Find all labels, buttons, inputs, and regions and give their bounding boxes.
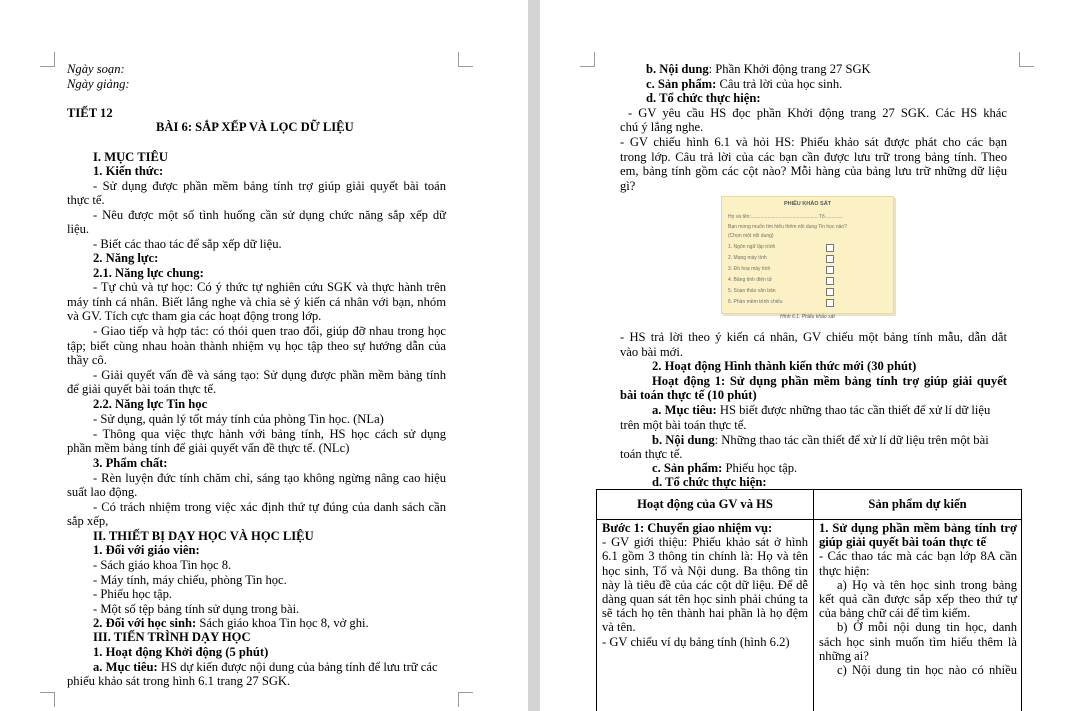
objective-text: HS dự kiến được nội dung của bảng tính để lưu trữ các xyxy=(157,660,438,674)
table-cell-line: giúp giải quyết bài toán thực tế xyxy=(819,535,987,550)
checkbox-icon xyxy=(826,288,834,296)
paragraph-line: - Một số tệp bảng tính sử dụng trong bài. xyxy=(93,602,300,616)
subsection-heading: 1. Kiến thức: xyxy=(93,164,164,178)
date-teach-label: Ngày giảng: xyxy=(67,77,130,91)
date-prep-label: Ngày soạn: xyxy=(67,62,125,76)
paragraph-line: thầy cô. xyxy=(67,353,107,367)
lesson-title: BÀI 6: SẮP XẾP VÀ LỌC DỮ LIỆU xyxy=(156,120,354,134)
objective-label: a. Mục tiêu: xyxy=(652,403,717,417)
survey-title: PHIẾU KHẢO SÁT xyxy=(783,201,832,207)
crop-mark xyxy=(580,52,595,67)
product-text: Câu trả lời của học sinh. xyxy=(716,77,843,91)
paragraph-line: - Sử dụng, quản lý tốt máy tính của phòng Tin học. (NLa) xyxy=(93,412,384,426)
survey-option: 2. Mạng máy tính xyxy=(728,255,767,261)
checkbox-icon xyxy=(826,244,834,252)
paragraph-line xyxy=(646,77,842,91)
paragraph-line xyxy=(652,461,797,475)
paragraph-line: - Biết các thao tác để sắp xếp dữ liệu. xyxy=(93,237,282,251)
survey-question: Bạn mong muốn tìm hiểu thêm nội dung Tin học nào? xyxy=(728,224,847,230)
content-text: : Những thao tác cần thiết để xử lí dữ liệu trên một bài xyxy=(714,433,989,447)
paragraph-line: thực tế. xyxy=(67,193,105,207)
objective-label: a. Mục tiêu: xyxy=(93,660,158,674)
table-divider xyxy=(813,490,814,711)
paragraph-line: tập; biết cùng nhau hoàn thành nhiệm vụ học tập theo sự hướng dẫn của xyxy=(67,339,446,353)
paragraph-line xyxy=(652,403,990,417)
table-cell-line: những ai? xyxy=(819,648,869,663)
table-cell-line: sẽ tách họ tên thành hai phần là họ đệm xyxy=(602,606,808,621)
content-label: b. Nội dung xyxy=(646,62,709,76)
paragraph-line: - Nêu được một số tình huống cần sử dụng chức năng sắp xếp dữ xyxy=(93,208,446,222)
table-divider xyxy=(597,519,1021,520)
paragraph-line: vào bài mới. xyxy=(620,345,683,359)
checkbox-icon xyxy=(826,255,834,263)
page-gap xyxy=(528,0,540,711)
table-cell-line: này là tiêu đề của các cột dữ liệu. Để dễ xyxy=(602,577,808,592)
subsection-heading: 2.1. Năng lực chung: xyxy=(93,266,204,280)
paragraph-line xyxy=(93,616,369,630)
paragraph-line: chú ý lắng nghe. xyxy=(620,120,704,134)
survey-option: 5. Soạn thảo văn bản xyxy=(728,288,776,294)
survey-option: 6. Phần mềm trình chiếu xyxy=(728,299,783,305)
paragraph-line: em, bảng tính gồm các cột nào? Mỗi hàng của bảng lưu trữ những dữ liệu xyxy=(620,164,1007,178)
document-page-right xyxy=(540,0,1075,711)
survey-option: 4. Bảng tính điện tử xyxy=(728,277,772,283)
paragraph-line: - Sách giáo khoa Tin học 8. xyxy=(93,558,232,572)
subsection-heading: 3. Phẩm chất: xyxy=(93,456,168,470)
table-cell-line: c) Nội dung tin học nào có nhiều xyxy=(837,663,1017,678)
lesson-number: TIẾT 12 xyxy=(67,106,113,120)
paragraph-line: - Sử dụng được phần mềm bảng tính trợ giúp giải quyết bài toán xyxy=(93,179,446,193)
survey-name-line: Họ và tên:.................................................Tổ............. xyxy=(728,214,843,220)
paragraph-line: để giải quyết bài toán thực tế. xyxy=(67,382,217,396)
subsection-heading: bài toán thực tế (10 phút) xyxy=(620,388,757,402)
table-cell-line: b) Ở mỗi nội dung tin học, danh xyxy=(837,620,1017,635)
paragraph-line: - Phiếu học tập. xyxy=(93,587,173,601)
crop-mark xyxy=(1019,52,1034,67)
checkbox-icon xyxy=(826,277,834,285)
table-cell-line: của bảng chữ cái để tìm kiếm. xyxy=(819,606,971,621)
table-cell-activity xyxy=(602,521,808,649)
paragraph-line: - GV yêu cầu HS đọc phần Khởi động trang 27 SGK. Các HS khác xyxy=(628,106,1007,120)
paragraph-line: - Máy tính, máy chiếu, phòng Tin học. xyxy=(93,573,287,587)
section-heading: III. TIẾN TRÌNH DẠY HỌC xyxy=(93,630,251,644)
survey-form-image xyxy=(721,196,894,314)
paragraph-line: - Có trách nhiệm trong việc xác định thứ tự đúng của danh sách cần xyxy=(93,500,446,514)
survey-option: 1. Ngôn ngữ lập trình xyxy=(728,244,776,250)
paragraph-line: - Giao tiếp và hợp tác: có thói quen trao đổi, giúp đỡ nhau trong học xyxy=(93,324,446,338)
subsection-heading: 2. Hoạt động Hình thành kiến thức mới (30 phút) xyxy=(652,359,917,373)
section-heading: II. THIẾT BỊ DẠY HỌC VÀ HỌC LIỆU xyxy=(93,529,314,543)
paragraph-line xyxy=(93,660,438,674)
students-label: 2. Đối với học sinh: xyxy=(93,616,197,630)
crop-mark xyxy=(458,692,473,707)
activity-table xyxy=(596,489,1022,711)
figure-caption: Hình 6.1. Phiếu khảo sát xyxy=(780,314,835,320)
product-label: c. Sản phẩm: xyxy=(652,461,723,475)
survey-option: 3. Đồ hoạ máy tính xyxy=(728,266,771,272)
table-cell-line: thực hiện: xyxy=(819,563,870,578)
table-cell-line: dàng quan sát tên học sinh phải chúng ta xyxy=(602,592,808,607)
paragraph-line: sắp xếp, xyxy=(67,514,109,528)
subsection-heading: 2. Năng lực: xyxy=(93,251,159,265)
subsection-heading: 2.2. Năng lực Tin học xyxy=(93,397,208,411)
crop-mark xyxy=(458,52,473,67)
section-heading: I. MỤC TIÊU xyxy=(93,150,168,164)
paragraph-line: trên một bài toán thực tế. xyxy=(620,418,747,432)
table-cell-line: - GV chiếu ví dụ bảng tính (hình 6.2) xyxy=(602,634,790,649)
table-header-product: Sản phẩm dự kiến xyxy=(868,497,967,511)
table-cell-line: a) Họ và tên học sinh trong bảng xyxy=(837,577,1017,592)
content-label: b. Nội dung xyxy=(652,433,715,447)
table-cell-line: - Các thao tác mà các bạn lớp 8A cần xyxy=(819,549,1017,564)
checkbox-icon xyxy=(826,299,834,307)
subsection-heading: d. Tổ chức thực hiện: xyxy=(646,91,761,105)
paragraph-line: liệu. xyxy=(67,222,90,236)
table-cell-line: và tên. xyxy=(602,620,636,635)
paragraph-line: - Tự chủ và tự học: Có ý thức tự nghiên cứu SGK và thực hành trên xyxy=(93,280,446,294)
paragraph-line: - Rèn luyện đức tính chăm chỉ, sáng tạo không ngừng nâng cao hiệu xyxy=(93,471,446,485)
paragraph-line: phần mềm bảng tính để giải quyết vấn đề thực tế. (NLc) xyxy=(67,441,350,455)
paragraph-line: - HS trả lời theo ý kiến cá nhân, GV chiếu một bảng tính mẫu, dẫn dắt xyxy=(620,330,1007,344)
subsection-heading: 1. Hoạt động Khởi động (5 phút) xyxy=(93,645,269,659)
product-label: c. Sản phẩm: xyxy=(646,77,717,91)
table-cell-line: sách học sinh muốn tìm hiểu thêm là xyxy=(819,634,1017,649)
paragraph-line xyxy=(652,433,989,447)
paragraph-line: toán thực tế. xyxy=(620,447,683,461)
subsection-heading: d. Tổ chức thực hiện: xyxy=(652,475,767,489)
paragraph-line: - Giải quyết vấn đề và sáng tạo: Sử dụng được phần mềm bảng tính xyxy=(93,368,446,382)
objective-text: HS biết được những thao tác cần thiết để xử lí dữ liệu xyxy=(716,403,991,417)
table-cell-line: học sinh, Tổ và Nội dung. Ba thông tin xyxy=(602,563,808,578)
paragraph-line: suất lao động. xyxy=(67,485,138,499)
paragraph-line: - Thông qua việc thực hành với bảng tính, HS học cách sử dụng xyxy=(93,427,446,441)
table-cell-line: Bước 1: Chuyển giao nhiệm vụ: xyxy=(602,521,773,535)
subsection-heading: 1. Đối với giáo viên: xyxy=(93,543,200,557)
crop-mark xyxy=(40,52,55,67)
survey-instruction: (Chọn một nội dung) xyxy=(728,233,774,239)
paragraph-line: máy tính cá nhân. Biết lắng nghe và chia sẻ ý kiến cá nhân với bạn, nhóm xyxy=(67,295,446,309)
checkbox-icon xyxy=(826,266,834,274)
paragraph-line: - GV chiếu hình 6.1 và hỏi HS: Phiếu khảo sát được phát cho các bạn xyxy=(620,135,1007,149)
product-text: Phiếu học tập. xyxy=(722,461,798,475)
paragraph-line xyxy=(646,62,871,76)
table-cell-line: kết quả cần được sắp xếp theo thứ tự xyxy=(819,592,1017,607)
table-cell-product xyxy=(819,521,1017,677)
table-cell-line: 1. Sử dụng phần mềm bảng tính trợ xyxy=(819,521,1017,535)
paragraph-line: và GV. Tích cực tham gia các hoạt động trong lớp. xyxy=(67,309,322,323)
table-header-activity: Hoạt động của GV và HS xyxy=(637,497,773,511)
paragraph-line: phiếu khảo sát trong hình 6.1 trang 27 SGK. xyxy=(67,674,291,688)
document-page-left xyxy=(0,0,528,711)
paragraph-line: gì? xyxy=(620,179,636,193)
subsection-heading: Hoạt động 1: Sử dụng phần mềm bảng tính trợ giúp giải quyết xyxy=(652,374,1007,388)
table-cell-line: 6.1 gồm 3 thông tin chính là: Họ và tên xyxy=(602,549,808,564)
content-text: : Phần Khởi động trang 27 SGK xyxy=(708,62,871,76)
crop-mark xyxy=(40,692,55,707)
paragraph-line: trong lớp. Câu trả lời của các bạn cần được lưu trữ trong bảng tính. Theo xyxy=(620,150,1007,164)
students-text: Sách giáo khoa Tin học 8, vở ghi. xyxy=(196,616,369,630)
table-cell-line: - GV giới thiệu: Phiếu khảo sát ở hình xyxy=(602,535,808,550)
